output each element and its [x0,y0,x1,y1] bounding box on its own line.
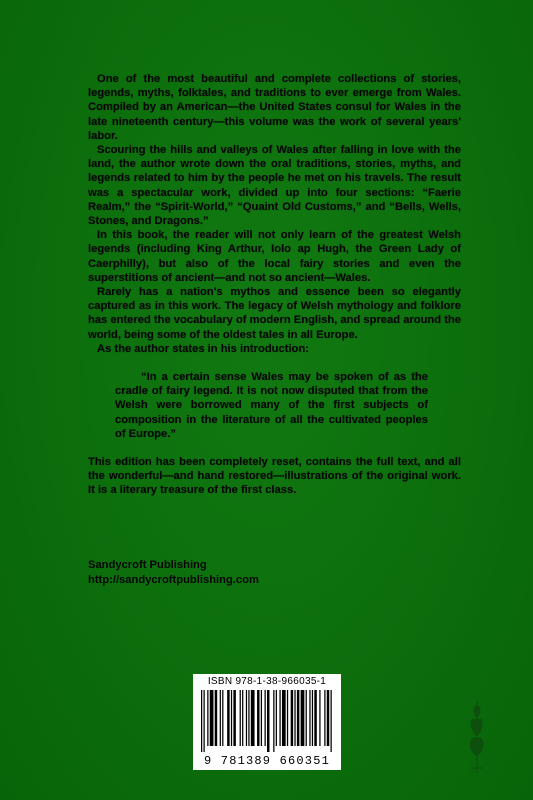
barcode-bar [331,690,332,752]
barcode-bar [314,690,316,746]
barcode-bar [319,690,320,746]
blurb [88,72,461,498]
barcode-bar [242,690,243,746]
barcode-bar [279,690,280,746]
barcode-bar [261,690,262,746]
blurb-paragraph-5: As the author states in his introduction: [97,342,309,355]
barcode-bar [297,690,299,746]
barcode-bar [287,690,288,746]
barcode-bar [324,690,325,746]
isbn-barcode [193,674,341,770]
barcode-bar [265,690,266,746]
blurb-paragraph-2: Scouring the hills and valleys of Wales after falling in love with the land, the author wrote down the oral traditions, stories, myths, and legends related to him by the people he met on his travels. The result was a spectacular work, divided up into four sections: “Faerie Realm,” the “Spirit-World,” “Quaint Old Customs,” and “Bells, Wells, Stones, and Dragons.” [88,144,461,228]
barcode-bar [327,690,329,746]
publisher-name: Sandycroft Publishing [88,559,207,571]
barcode-bar [306,690,307,746]
barcode-bars [201,690,333,752]
barcode-bar [203,690,204,752]
blurb-paragraph-1: One of the most beautiful and complete collections of stories, legends, myths, folktales, and traditions to ever emerge from Wales. Compiled by an American—the United States consul for Wales in the late nineteenth century—this volume was the work of several years' labor. [88,73,461,142]
publisher-block [88,558,461,587]
barcode-bar [248,690,249,746]
barcode-bar [291,690,293,746]
edition-note: This edition has been completely reset, contains the full text, and all the wonderful—and hand restored—illustrations of the original work. It is a literary treasure of the first class. [88,456,461,497]
barcode-bar [267,690,269,752]
barcode-bar [294,690,295,746]
barcode-bar [273,690,274,752]
barcode-bar [251,690,255,746]
blurb-paragraph-3: In this book, the reader will not only learn of the greatest Welsh legends (including King Arthur, Iolo ap Hugh, the Green Lady of Caerphilly), but also of the local fairy stories and even the superstitions of ancient—and not so ancient—Wales. [88,229,461,284]
barcode-bar [301,690,305,746]
barcode-bar [282,690,286,746]
barcode-bar [240,690,241,746]
barcode-bar [210,690,214,746]
barcode-bar [312,690,313,746]
publisher-url: http://sandycroftpublishing.com [88,573,259,586]
barcode-bar [309,690,310,746]
blurb-paragraph-4: Rarely has a nation's mythos and essence been so elegantly captured as in this work. The legacy of Welsh mythology and folklore has entered the vocabulary of modern English, and spread around the world, being some of the oldest tales in all Europe. [88,286,461,341]
author-quote: “In a certain sense Wales may be spoken of as the cradle of fairy legend. It is not now disputed that from the Welsh were borrowed many of the first subjects of composition in the literature of all the cultivated peoples of Europe.” [115,371,428,440]
barcode-bar [215,690,217,746]
publisher-logo-icon [464,700,490,774]
barcode-bar [231,690,232,746]
barcode-bar [222,690,223,746]
barcode-bar [257,690,259,746]
barcode-bar [227,690,229,746]
barcode-bar [276,690,277,746]
isbn-label: ISBN 978-1-38-966035-1 [207,676,327,687]
barcode-bar [207,690,208,746]
barcode-bar [233,690,235,746]
barcode-bar [201,690,202,752]
barcode-bar [220,690,221,746]
barcode-digits: 9 781389 660351 [203,754,331,768]
barcode-bar [246,690,247,746]
